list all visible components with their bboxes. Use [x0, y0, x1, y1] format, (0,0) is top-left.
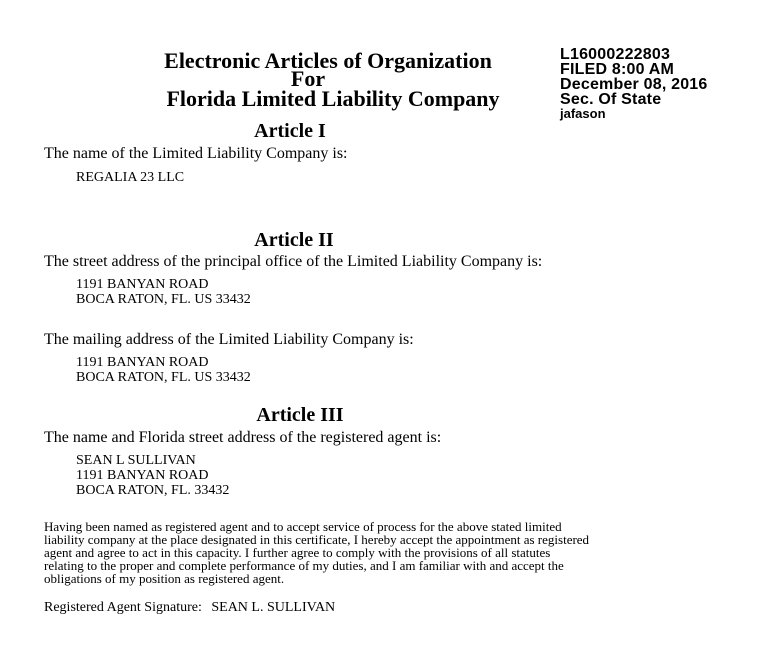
mailing-address-line-1: 1191 BANYAN ROAD — [76, 355, 209, 370]
filed-time: FILED 8:00 AM — [560, 61, 675, 78]
agent-signature-label: Registered Agent Signature: — [44, 600, 202, 615]
registered-agent-name: SEAN L SULLIVAN — [76, 453, 196, 468]
agent-signature-line — [44, 600, 335, 616]
document-title-line-1: Electronic Articles of Organization — [164, 48, 492, 73]
mailing-address-line-2: BOCA RATON, FL. US 33432 — [76, 370, 251, 385]
acceptance-line-3: agent and agree to act in this capacity. I further agree to comply with the provisions of all statutes — [44, 545, 551, 560]
article-2-heading: Article II — [254, 229, 334, 251]
mailing-address-intro: The mailing address of the Limited Liability Company is: — [44, 331, 414, 348]
article-1-intro: The name of the Limited Liability Company is: — [44, 145, 348, 162]
document-title-line-3: Florida Limited Liability Company — [166, 86, 500, 111]
article-1-heading: Article I — [254, 120, 326, 142]
agent-signature-value: SEAN L. SULLIVAN — [211, 600, 336, 615]
principal-address-line-1: 1191 BANYAN ROAD — [76, 277, 209, 292]
registered-agent-address-line-2: BOCA RATON, FL. 33432 — [76, 483, 230, 498]
document-number: L16000222803 — [560, 46, 671, 63]
company-name: REGALIA 23 LLC — [76, 170, 185, 185]
document-title-line-2: For — [290, 66, 326, 91]
acceptance-line-2: liability company at the place designated in this certificate, I hereby accept the appointment as registered — [44, 532, 590, 547]
acceptance-line-4: relating to the proper and complete performance of my duties, and I am familiar with and accept the — [44, 558, 564, 573]
principal-address-line-2: BOCA RATON, FL. US 33432 — [76, 292, 251, 307]
principal-office-intro: The street address of the principal office of the Limited Liability Company is: — [44, 253, 543, 270]
acceptance-line-1: Having been named as registered agent and to accept service of process for the above stated limited — [44, 519, 562, 534]
filed-date: December 08, 2016 — [560, 76, 708, 93]
acceptance-line-5: obligations of my position as registered agent. — [44, 571, 285, 586]
article-3-heading: Article III — [256, 404, 344, 426]
agent-acceptance-paragraph — [44, 520, 724, 585]
registered-agent-intro: The name and Florida street address of the registered agent is: — [44, 429, 442, 446]
filing-clerk: jafason — [560, 106, 606, 121]
registered-agent-address-line-1: 1191 BANYAN ROAD — [76, 468, 209, 483]
filing-office: Sec. Of State — [560, 91, 662, 108]
